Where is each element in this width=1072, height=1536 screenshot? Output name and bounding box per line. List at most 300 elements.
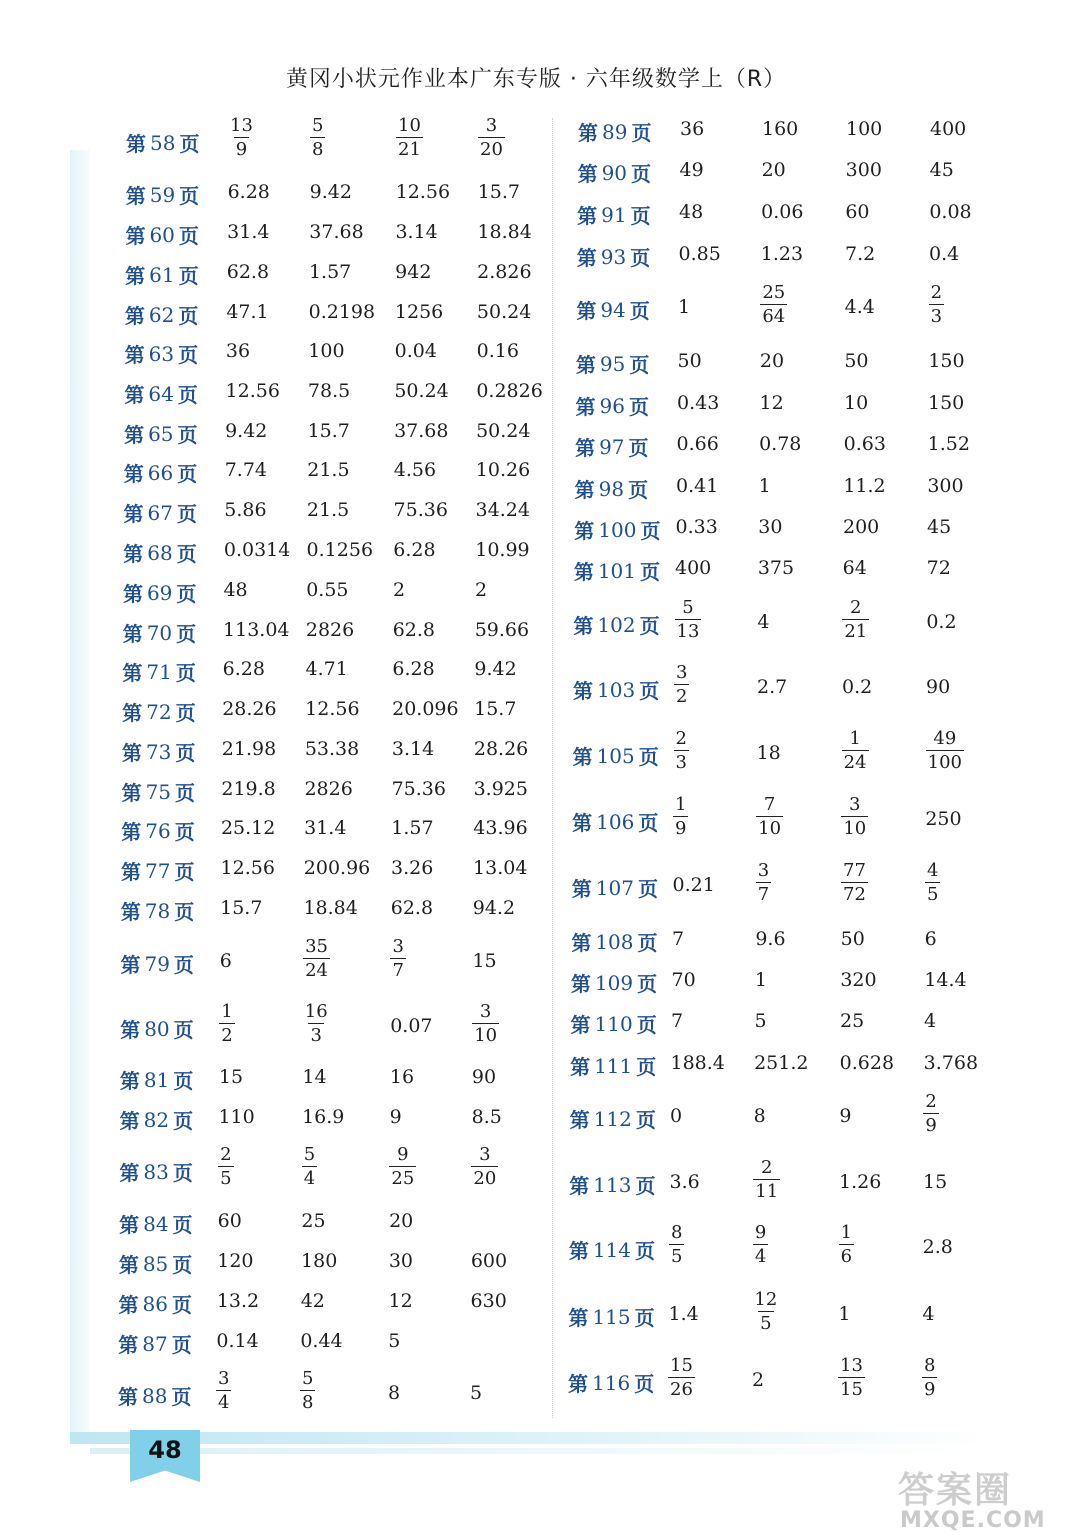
fraction-denominator: 5 — [671, 1246, 683, 1267]
label-prefix: 第 — [123, 542, 144, 566]
row-label-page-82 — [120, 1105, 193, 1134]
answer-cell — [391, 857, 433, 879]
row-label-page-115 — [568, 1302, 654, 1331]
fraction-denominator: 6 — [840, 1246, 853, 1267]
answer-cell — [471, 1146, 498, 1188]
label-prefix: 第 — [120, 1018, 141, 1042]
answer-value: 9.6 — [755, 928, 786, 950]
answer-value: 11.2 — [843, 475, 886, 497]
answer-cell — [758, 516, 782, 538]
fraction — [668, 1357, 695, 1399]
answer-value: 36 — [680, 118, 705, 140]
row-label-page-113 — [569, 1170, 655, 1199]
answer-value: 0.1256 — [306, 539, 374, 561]
label-page-number: 85 — [142, 1251, 169, 1276]
fraction-denominator: 25 — [391, 1168, 415, 1189]
answer-cell — [475, 619, 529, 641]
answer-cell — [477, 261, 531, 283]
label-suffix: 页 — [178, 264, 199, 288]
label-suffix: 页 — [173, 1069, 194, 1093]
fraction-numerator: 35 — [305, 936, 328, 957]
answer-cell — [476, 499, 530, 521]
row-label-page-67 — [124, 498, 197, 527]
answer-cell — [390, 1106, 402, 1128]
answer-value: 16 — [389, 1066, 415, 1088]
answer-value: 50 — [677, 350, 702, 372]
answer-value: 6.28 — [222, 658, 265, 680]
answer-cell — [927, 475, 963, 497]
row-label-page-70 — [123, 618, 196, 647]
answer-cell — [394, 459, 436, 481]
answer-value: 15.7 — [307, 420, 350, 442]
fraction-denominator: 3 — [310, 1025, 322, 1046]
label-page-number: 82 — [143, 1107, 170, 1132]
answer-value: 50.24 — [394, 380, 449, 402]
row-label-page-102 — [573, 610, 659, 639]
fraction-numerator: 8 — [671, 1222, 683, 1243]
fraction-denominator: 2 — [221, 1025, 233, 1046]
column-divider — [552, 118, 553, 1418]
answer-cell — [672, 969, 696, 991]
answer-cell — [679, 243, 721, 265]
answer-cell — [669, 1303, 699, 1325]
label-suffix: 页 — [175, 741, 196, 765]
label-suffix: 页 — [631, 162, 652, 186]
answer-cell — [391, 897, 433, 919]
answer-cell — [677, 392, 719, 414]
fraction-numerator: 2 — [850, 597, 862, 618]
answer-value: 50.24 — [476, 420, 531, 442]
fraction-numerator: 13 — [230, 115, 253, 136]
row-label-page-68 — [123, 538, 196, 567]
fraction — [216, 1370, 231, 1412]
answer-value: 47.1 — [226, 301, 269, 323]
fraction — [923, 1093, 938, 1135]
answer-value: 15.7 — [474, 698, 517, 720]
fraction-denominator: 24 — [843, 752, 867, 773]
fraction-numerator: 9 — [397, 1144, 409, 1165]
label-prefix: 第 — [121, 781, 142, 805]
row-label-page-112 — [570, 1104, 656, 1133]
answer-cell — [394, 380, 448, 402]
row-label-page-78 — [121, 896, 194, 925]
label-suffix: 页 — [177, 423, 198, 447]
fraction-numerator: 4 — [927, 860, 939, 881]
label-prefix: 第 — [570, 1013, 591, 1037]
answer-value: 2.8 — [922, 1236, 953, 1258]
answer-value: 942 — [395, 261, 432, 283]
answer-cell — [929, 284, 944, 326]
answer-cell — [226, 340, 250, 362]
answer-cell — [395, 261, 431, 283]
fraction-denominator: 9 — [925, 1115, 937, 1136]
answer-cell — [757, 611, 769, 633]
answer-value: 400 — [930, 118, 967, 140]
answer-cell — [925, 928, 937, 950]
answer-cell — [838, 1303, 850, 1325]
label-prefix: 第 — [573, 679, 593, 703]
row-label-page-116 — [568, 1368, 654, 1397]
answer-cell — [672, 928, 684, 950]
answer-cell — [757, 742, 781, 764]
row-label-page-114 — [569, 1235, 655, 1264]
answer-value: 30 — [758, 516, 783, 538]
label-suffix: 页 — [640, 519, 661, 543]
answer-value: 110 — [218, 1106, 255, 1128]
row-label-page-106 — [572, 807, 658, 836]
label-suffix: 页 — [173, 1109, 194, 1133]
label-page-number: 88 — [142, 1383, 168, 1408]
answer-cell — [223, 579, 247, 601]
answer-value: 0.06 — [761, 201, 804, 223]
answer-cell — [841, 796, 868, 838]
answer-value: 2 — [752, 1369, 765, 1391]
answer-cell — [924, 969, 966, 991]
answer-value: 9.42 — [309, 181, 352, 203]
answer-value: 0.08 — [929, 201, 972, 223]
fraction-numerator: 2 — [925, 1091, 937, 1112]
fraction-numerator: 10 — [398, 115, 421, 136]
label-prefix: 第 — [572, 811, 593, 835]
label-page-number: 94 — [600, 297, 626, 322]
answer-value: 120 — [217, 1250, 254, 1272]
watermark-text-top: 答案圈 — [898, 1470, 1013, 1511]
fraction — [922, 1357, 937, 1399]
answer-value: 13.04 — [473, 857, 528, 879]
label-suffix: 页 — [178, 304, 199, 328]
label-page-number: 113 — [593, 1172, 632, 1197]
answer-value: 320 — [840, 969, 877, 991]
label-page-number: 84 — [143, 1211, 169, 1236]
answer-value: 31.4 — [227, 221, 270, 243]
answer-cell — [475, 579, 487, 601]
fraction-denominator: 64 — [762, 306, 786, 327]
label-prefix: 第 — [123, 462, 144, 486]
label-page-number: 106 — [596, 809, 635, 834]
label-prefix: 第 — [569, 1108, 590, 1132]
answer-value: 7 — [672, 928, 685, 950]
fraction-numerator: 12 — [754, 1289, 778, 1310]
answer-value: 251.2 — [754, 1052, 809, 1074]
answer-cell — [395, 221, 437, 243]
answer-value: 113.04 — [223, 619, 290, 641]
answer-value: 12 — [759, 392, 784, 414]
answer-value: 18.84 — [477, 221, 532, 243]
label-page-number: 73 — [145, 739, 172, 764]
answer-value: 5 — [388, 1330, 401, 1352]
answer-value: 1 — [758, 475, 771, 497]
answer-value: 78.5 — [307, 380, 351, 402]
answer-value: 600 — [470, 1250, 508, 1272]
row-label-page-85 — [119, 1249, 192, 1278]
label-suffix: 页 — [628, 395, 649, 419]
label-prefix: 第 — [122, 701, 143, 725]
answer-value: 2 — [474, 579, 488, 601]
label-prefix: 第 — [123, 502, 144, 526]
answer-value: 3.6 — [669, 1171, 700, 1193]
answer-value: 9.42 — [225, 420, 268, 442]
answer-cell — [224, 499, 266, 521]
watermark — [880, 1462, 1070, 1536]
answer-cell — [228, 117, 255, 159]
answer-value: 630 — [470, 1290, 507, 1312]
answer-value: 200.96 — [303, 857, 371, 879]
fraction-numerator: 1 — [675, 794, 687, 815]
label-suffix: 页 — [172, 1213, 193, 1237]
answer-cell — [396, 181, 450, 203]
answer-value: 34.24 — [475, 499, 530, 521]
footer-band — [70, 1432, 990, 1444]
answer-cell — [842, 730, 869, 772]
answer-cell — [304, 857, 370, 879]
label-page-number: 89 — [602, 119, 628, 144]
answer-cell — [478, 181, 520, 203]
answer-value: 9.42 — [474, 658, 517, 680]
answer-value: 20 — [761, 159, 786, 181]
label-suffix: 页 — [174, 900, 195, 924]
label-prefix: 第 — [571, 931, 592, 955]
fraction-denominator: 72 — [843, 884, 866, 905]
label-prefix: 第 — [124, 304, 145, 328]
answer-value: 50 — [844, 350, 869, 372]
answer-cell — [307, 499, 349, 521]
answer-cell — [393, 539, 435, 561]
answer-cell — [472, 1066, 496, 1088]
label-page-number: 116 — [592, 1370, 631, 1395]
answer-cell — [671, 1052, 725, 1074]
answer-cell — [395, 301, 443, 323]
answer-cell — [301, 1210, 325, 1232]
row-label-page-98 — [575, 474, 648, 503]
answer-value: 15 — [472, 950, 497, 972]
answer-cell — [923, 1171, 947, 1193]
fraction — [925, 862, 940, 904]
answer-value: 42 — [300, 1290, 325, 1312]
row-label-page-87 — [118, 1329, 191, 1358]
answer-value: 13.2 — [216, 1290, 260, 1312]
answer-value: 8.5 — [471, 1106, 502, 1128]
label-suffix: 页 — [171, 1385, 192, 1409]
answer-cell — [760, 392, 784, 414]
label-page-number: 67 — [147, 500, 173, 525]
label-prefix: 第 — [577, 204, 598, 228]
row-label-page-95 — [576, 349, 649, 378]
answer-value: 250 — [925, 808, 962, 830]
label-page-number: 61 — [149, 262, 175, 287]
fraction-denominator: 11 — [755, 1181, 779, 1202]
answer-cell — [758, 557, 794, 579]
answer-value: 15 — [923, 1171, 948, 1193]
fraction-numerator: 3 — [479, 1001, 492, 1022]
answer-cell — [216, 1330, 258, 1352]
label-suffix: 页 — [628, 436, 649, 460]
answer-cell — [926, 611, 956, 633]
answer-cell — [389, 1290, 413, 1312]
answer-value: 0.78 — [759, 433, 802, 455]
fraction — [752, 1291, 779, 1333]
fraction-numerator: 5 — [682, 597, 694, 618]
label-prefix: 第 — [119, 1069, 140, 1093]
answer-cell — [844, 433, 886, 455]
answer-value: 3.14 — [395, 221, 438, 243]
answer-cell — [680, 159, 704, 181]
label-page-number: 76 — [145, 818, 171, 843]
answer-cell — [474, 778, 528, 800]
answer-cell — [225, 459, 267, 481]
fraction-numerator: 15 — [670, 1355, 693, 1376]
row-label-page-73 — [122, 737, 195, 766]
answer-value: 0.41 — [676, 475, 719, 497]
answer-value: 53.38 — [304, 738, 360, 760]
label-prefix: 第 — [122, 661, 143, 685]
row-label-page-83 — [119, 1157, 192, 1186]
answer-cell — [222, 698, 276, 720]
label-suffix: 页 — [177, 462, 198, 486]
fraction — [472, 1003, 499, 1045]
answer-cell — [755, 928, 785, 950]
answer-value: 0.2 — [926, 611, 957, 633]
answer-cell — [306, 619, 354, 641]
label-prefix: 第 — [125, 264, 146, 288]
row-label-page-103 — [573, 675, 659, 704]
answer-value: 7.2 — [845, 243, 876, 265]
row-label-page-97 — [575, 432, 648, 461]
answer-value: 0.21 — [672, 874, 715, 896]
label-prefix: 第 — [574, 519, 595, 543]
label-page-number: 75 — [145, 779, 172, 804]
answer-value: 100 — [846, 118, 883, 140]
answer-value: 2.7 — [757, 676, 788, 698]
fraction-numerator: 5 — [302, 1368, 314, 1389]
answer-cell — [472, 1106, 502, 1128]
label-prefix: 第 — [126, 132, 146, 156]
label-page-number: 71 — [146, 659, 172, 684]
fraction-numerator: 3 — [757, 860, 770, 881]
fraction — [841, 796, 868, 838]
answer-value: 0.55 — [306, 579, 349, 601]
answer-value: 4 — [924, 1010, 937, 1032]
answer-cell — [390, 1015, 432, 1037]
answer-cell — [308, 420, 350, 442]
answer-value: 2826 — [305, 619, 355, 641]
answer-cell — [841, 928, 865, 950]
answer-cell — [226, 301, 268, 323]
answer-cell — [754, 1052, 808, 1074]
answer-cell — [303, 938, 330, 980]
answer-cell — [300, 1330, 342, 1352]
label-suffix: 页 — [636, 1013, 657, 1037]
row-label-page-81 — [120, 1065, 193, 1094]
answer-cell — [394, 420, 448, 442]
answer-cell — [840, 1052, 894, 1074]
answer-value: 0.66 — [676, 433, 719, 455]
answer-value: 4.71 — [305, 658, 348, 680]
fraction — [756, 796, 783, 838]
answer-cell — [924, 1052, 978, 1074]
answer-value: 14.4 — [924, 969, 967, 991]
answer-cell — [929, 243, 959, 265]
answer-cell — [389, 1210, 413, 1232]
answer-cell — [309, 261, 351, 283]
answer-value: 6.28 — [393, 539, 436, 561]
answer-value: 21.5 — [307, 459, 350, 481]
label-suffix: 页 — [174, 860, 195, 884]
answer-cell — [925, 808, 961, 830]
answer-cell — [843, 516, 879, 538]
answer-cell — [471, 1250, 507, 1272]
fraction — [674, 664, 689, 706]
row-label-page-77 — [121, 856, 194, 885]
answer-value: 7 — [671, 1010, 684, 1032]
answer-value: 200 — [843, 516, 880, 538]
fraction-denominator: 3 — [675, 752, 687, 773]
fraction-numerator: 16 — [304, 1001, 328, 1022]
fraction-denominator: 10 — [758, 818, 782, 839]
row-label-page-69 — [123, 578, 196, 607]
answer-cell — [755, 1010, 767, 1032]
label-page-number: 111 — [594, 1053, 633, 1078]
label-prefix: 第 — [571, 877, 592, 901]
label-suffix: 页 — [175, 701, 196, 725]
answer-cell — [217, 1250, 253, 1272]
label-prefix: 第 — [118, 1253, 139, 1277]
fraction — [219, 1003, 234, 1045]
answer-value: 62.8 — [226, 261, 270, 283]
label-page-number: 69 — [146, 580, 173, 605]
label-suffix: 页 — [629, 353, 650, 377]
label-prefix: 第 — [575, 353, 596, 377]
answer-value: 62.8 — [390, 897, 434, 919]
label-prefix: 第 — [124, 383, 145, 407]
answer-cell — [472, 950, 496, 972]
answer-cell — [929, 201, 971, 223]
label-prefix: 第 — [568, 1372, 588, 1396]
label-page-number: 58 — [150, 130, 176, 155]
label-page-number: 77 — [145, 858, 171, 883]
label-prefix: 第 — [125, 224, 146, 248]
row-label-page-108 — [571, 927, 657, 956]
answer-value: 10.99 — [475, 539, 530, 561]
answer-cell — [924, 1010, 936, 1032]
fraction-numerator: 2 — [760, 1157, 773, 1178]
answer-cell — [839, 1105, 851, 1127]
fraction — [838, 1357, 865, 1399]
fraction-numerator: 9 — [754, 1222, 767, 1243]
fraction — [675, 599, 702, 641]
answer-value: 60 — [845, 201, 870, 223]
label-suffix: 页 — [628, 478, 649, 502]
fraction-numerator: 3 — [676, 662, 688, 683]
answer-value: 0.44 — [300, 1330, 343, 1352]
label-page-number: 105 — [596, 743, 635, 768]
fraction — [926, 730, 964, 772]
answer-cell — [303, 1003, 330, 1045]
left-decorative-bar — [70, 150, 90, 1440]
fraction-numerator: 49 — [933, 728, 957, 749]
fraction — [842, 730, 869, 772]
answer-cell — [752, 1291, 779, 1333]
answer-cell — [473, 897, 515, 919]
fraction-numerator: 8 — [924, 1355, 936, 1376]
answer-cell — [925, 862, 940, 904]
row-label-page-110 — [571, 1009, 657, 1038]
page-header: 黄冈小状元作业本广东专版 · 六年级数学上（R） — [285, 67, 787, 92]
label-page-number: 107 — [595, 875, 634, 900]
fraction — [218, 1146, 233, 1188]
answer-cell — [844, 392, 868, 414]
answer-cell — [762, 159, 786, 181]
row-label-page-86 — [119, 1289, 192, 1318]
